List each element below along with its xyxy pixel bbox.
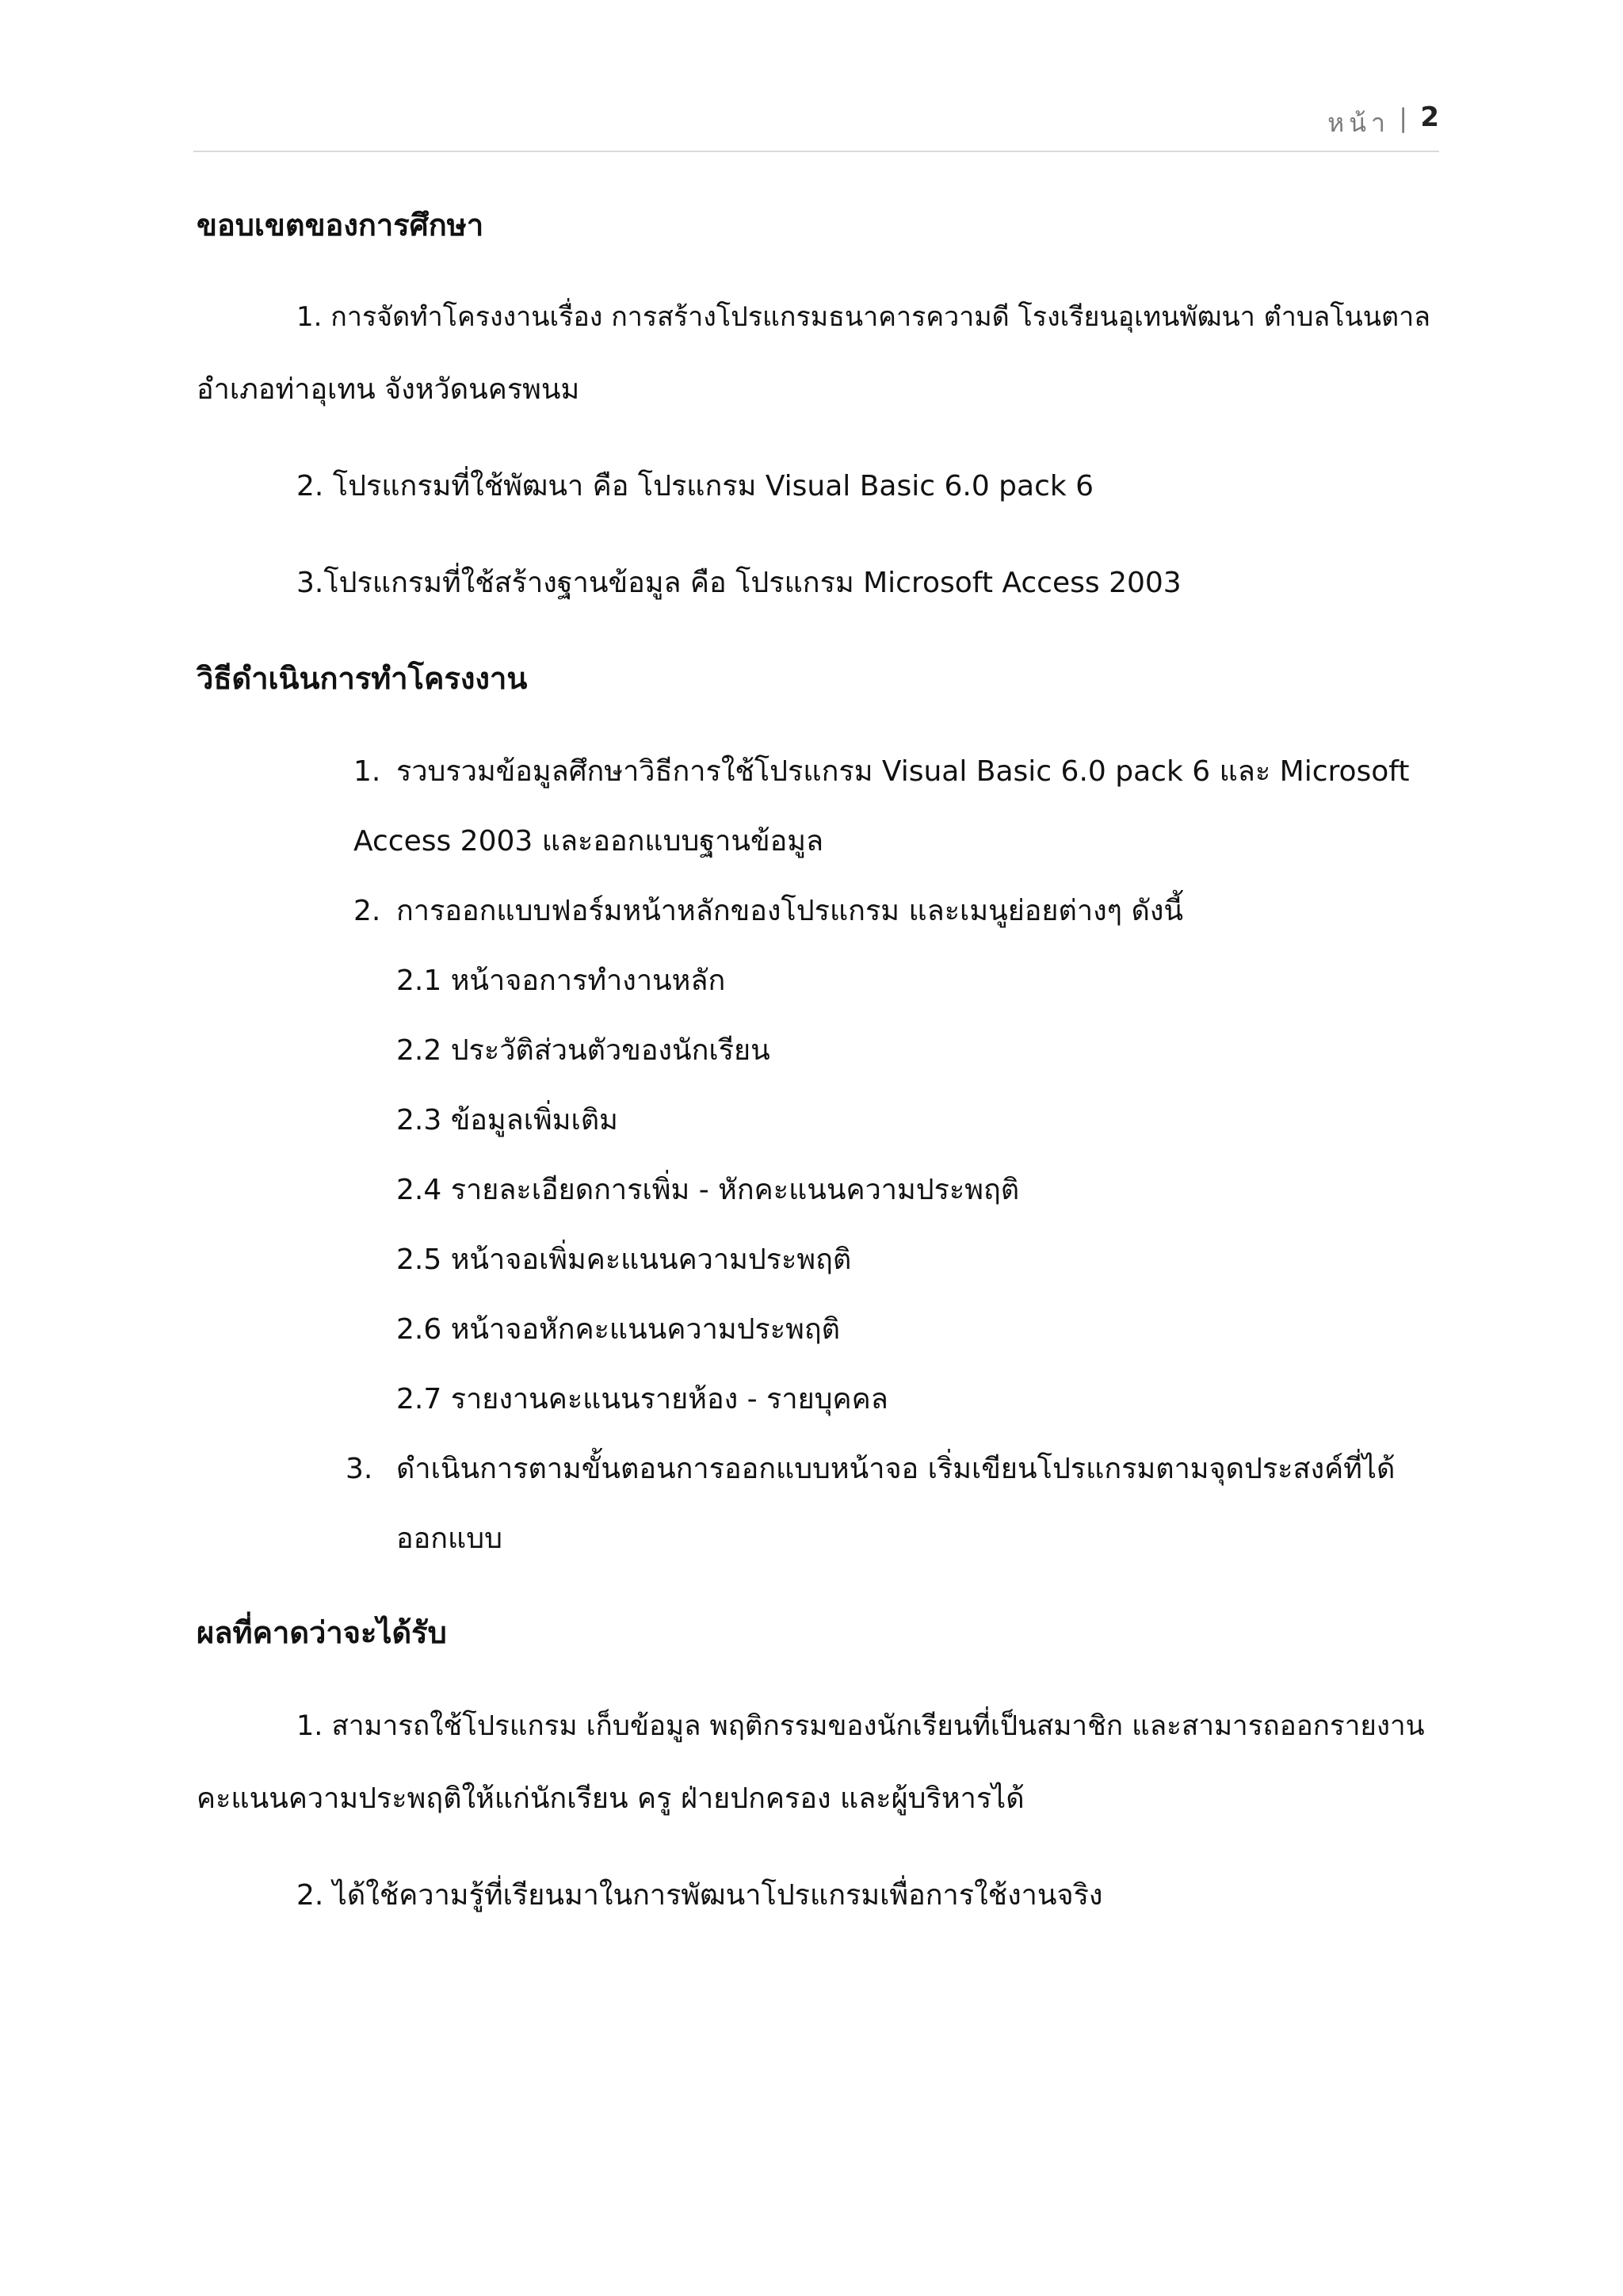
- method-subitem-2-5: 2.5 หน้าจอเพิ่มคะแนนความประพฤติ: [396, 1244, 852, 1276]
- method-item1-number: 1.: [353, 755, 381, 788]
- method-subitem-2-3: 2.3 ข้อมูลเพิ่มเติม: [396, 1104, 618, 1137]
- scope-item1-line1: 1. การจัดทำโครงงานเรื่อง การสร้างโปรแกรมธนาคารความดี โรงเรียนอุเทนพัฒนา ตำบลโนนตาล: [296, 301, 1431, 333]
- method-subitem-2-1: 2.1 หน้าจอการทำงานหลัก: [396, 965, 726, 997]
- scope-heading: ขอบเขตของการศึกษา: [197, 208, 484, 243]
- method-item1-line2: Access 2003 และออกแบบฐานข้อมูล: [353, 825, 823, 858]
- method-item1-line1: รวบรวมข้อมูลศึกษาวิธีการใช้โปรแกรม Visual Basic 6.0 pack 6 และ Microsoft: [396, 755, 1410, 788]
- method-heading: วิธีดำเนินการทำโครงงาน: [197, 661, 528, 696]
- method-item3-line1: ดำเนินการตามขั้นตอนการออกแบบหน้าจอ เริ่มเขียนโปรแกรมตามจุดประสงค์ที่ได้: [396, 1453, 1396, 1485]
- page-header: [193, 103, 1439, 152]
- page-number: 2: [1420, 101, 1439, 133]
- results-heading: ผลที่คาดว่าจะได้รับ: [197, 1615, 447, 1650]
- scope-item2: 2. โปรแกรมที่ใช้พัฒนา คือ โปรแกรม Visual Basic 6.0 pack 6: [296, 470, 1094, 502]
- method-item3-number: 3.: [346, 1453, 373, 1485]
- method-subitem-2-4: 2.4 รายละเอียดการเพิ่ม - หักคะแนนความประพฤติ: [396, 1174, 1020, 1206]
- page-separator: |: [1399, 103, 1407, 133]
- results-item1-line1: 1. สามารถใช้โปรแกรม เก็บข้อมูล พฤติกรรมของนักเรียนที่เป็นสมาชิก และสามารถออกรายงาน: [296, 1710, 1425, 1742]
- method-subitem-2-6: 2.6 หน้าจอหักคะแนนความประพฤติ: [396, 1313, 841, 1346]
- results-item2: 2. ได้ใช้ความรู้ที่เรียนมาในการพัฒนาโปรแกรมเพื่อการใช้งานจริง: [296, 1879, 1103, 1912]
- method-item3-line2: ออกแบบ: [396, 1522, 502, 1555]
- results-item1-line2: คะแนนความประพฤติให้แก่นักเรียน ครู ฝ่ายปกครอง และผู้บริหารได้: [197, 1782, 1025, 1815]
- method-subitem-2-7: 2.7 รายงานคะแนนรายห้อง - รายบุคคล: [396, 1383, 888, 1415]
- scope-item3: 3.โปรแกรมที่ใช้สร้างฐานข้อมูล คือ โปรแกรม Microsoft Access 2003: [296, 567, 1182, 599]
- method-subitem-2-2: 2.2 ประวัติส่วนตัวของนักเรียน: [396, 1034, 770, 1067]
- page-label: หน้า: [1327, 108, 1390, 138]
- method-item2-number: 2.: [353, 895, 381, 927]
- method-item2-text: การออกแบบฟอร์มหน้าหลักของโปรแกรม และเมนูย่อยต่างๆ ดังนี้: [396, 895, 1184, 927]
- scope-item1-line2: อำเภอท่าอุเทน จังหวัดนครพนม: [197, 373, 580, 406]
